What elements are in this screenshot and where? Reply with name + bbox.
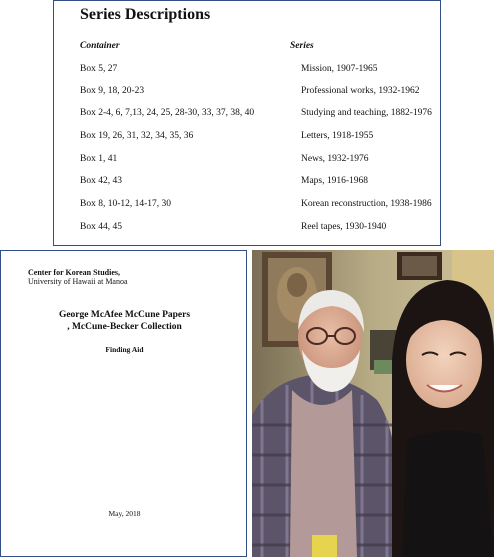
series-cell: Korean reconstruction, 1938-1986 bbox=[301, 199, 432, 209]
series-descriptions-panel bbox=[53, 0, 441, 246]
container-cell: Box 2-4, 6, 7,13, 24, 25, 28-30, 33, 37, 38, 40 bbox=[80, 108, 255, 118]
container-cell: Box 5, 27 bbox=[80, 64, 118, 74]
series-row bbox=[80, 131, 430, 145]
series-row bbox=[80, 64, 430, 78]
series-row bbox=[80, 222, 430, 236]
collection-title bbox=[1, 309, 248, 333]
series-row bbox=[80, 176, 430, 190]
portrait-photo-illustration bbox=[252, 250, 494, 557]
series-row bbox=[80, 86, 430, 100]
series-row bbox=[80, 199, 430, 213]
container-cell: Box 1, 41 bbox=[80, 154, 118, 164]
series-cell: News, 1932-1976 bbox=[301, 154, 369, 164]
institution-line1: Center for Korean Studies, bbox=[28, 268, 120, 277]
series-row bbox=[80, 108, 430, 122]
series-cell: Professional works, 1932-1962 bbox=[301, 86, 420, 96]
series-cell: Studying and teaching, 1882-1976 bbox=[301, 108, 432, 118]
container-cell: Box 19, 26, 31, 32, 34, 35, 36 bbox=[80, 131, 194, 141]
series-column-header: Series bbox=[290, 41, 314, 51]
series-row bbox=[80, 154, 430, 168]
series-cell: Mission, 1907-1965 bbox=[301, 64, 378, 74]
container-column-header: Container bbox=[80, 41, 120, 51]
institution-line2: University of Hawaii at Manoa bbox=[28, 277, 128, 286]
container-cell: Box 42, 43 bbox=[80, 176, 122, 186]
finding-aid-subtitle: Finding Aid bbox=[105, 345, 144, 354]
portrait-photo bbox=[252, 250, 494, 557]
series-cell: Reel tapes, 1930-1940 bbox=[301, 222, 387, 232]
collection-title-line2: , McCune-Becker Collection bbox=[67, 322, 182, 332]
finding-aid-cover bbox=[0, 250, 247, 557]
cover-date: May, 2018 bbox=[108, 509, 141, 518]
container-cell: Box 8, 10-12, 14-17, 30 bbox=[80, 199, 172, 209]
collection-title-line1: George McAfee McCune Papers bbox=[58, 310, 191, 320]
container-cell: Box 44, 45 bbox=[80, 222, 122, 232]
container-cell: Box 9, 18, 20-23 bbox=[80, 86, 145, 96]
series-cell: Letters, 1918-1955 bbox=[301, 131, 374, 141]
series-cell: Maps, 1916-1968 bbox=[301, 176, 369, 186]
institution-block bbox=[28, 268, 128, 286]
series-descriptions-title: Series Descriptions bbox=[80, 6, 211, 23]
